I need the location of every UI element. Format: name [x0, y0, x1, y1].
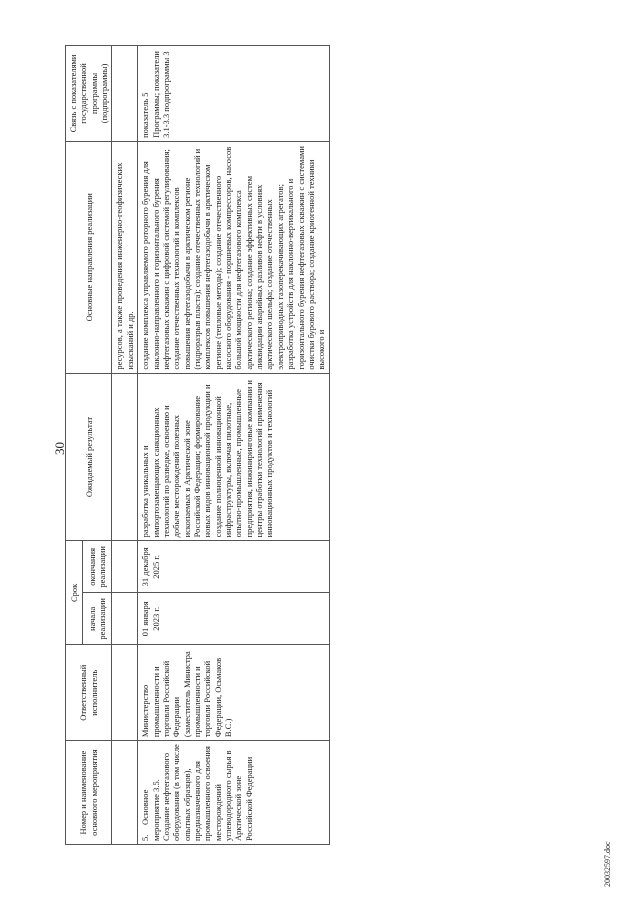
- continuation-row: [112, 46, 138, 845]
- start-date: 01 января 2023 г.: [138, 593, 329, 645]
- activity-name: Основное мероприятие 3.5. Создание нефтегазового оборудования (в том числе опытных образцов), предназначенного для промышленного освоения месторождений углеводородного сырья в Арктической зоне Российской Федерации: [140, 744, 254, 841]
- header-activity: Номер и наименование основного мероприятия: [66, 741, 112, 845]
- activities-table: [65, 45, 330, 845]
- header-indicators: Связь с показателями государственной программы (подпрограммы): [66, 46, 112, 142]
- footer-code: 20032597.doc: [603, 841, 612, 887]
- indicators-cell: показатель 5 Программы; показатели 3.1-3.3 подпрограммы 3: [138, 46, 329, 142]
- header-result: Ожидаемый результат: [66, 373, 112, 541]
- end-date: 31 декабря 2025 г.: [138, 541, 329, 593]
- header-executor: Ответственный исполнитель: [66, 645, 112, 741]
- executor-cell: Министерство промышленности и торговли Российской Федерации (заместитель Министра промышленности и торговли Российской Федерации, Осьмаков В.С.): [138, 645, 329, 741]
- row-number: 5.: [140, 834, 151, 841]
- header-row: [66, 46, 83, 845]
- activity-cell: [138, 741, 329, 845]
- table-row: [138, 46, 329, 845]
- page-number: 30: [52, 442, 67, 455]
- header-directions: Основные направления реализации: [66, 141, 112, 373]
- expected-result: разработка уникальных и импортозамещающих санкционных технологий по разведке, освоению и добыче месторождений полезных ископаемых в Арктической зоне Российской Федерации; формирование новых видов инновационной продукции и создание полноценной инновационной инфраструктуры, включая пилотные, опытно-промышленные, промышленные предприятия, инжиниринговые компании и центры отработки технологий применения инновационных продуктов и технологий: [138, 373, 329, 541]
- header-term-start: начала реализации: [83, 593, 112, 645]
- header-term-end: окончания реализации: [83, 541, 112, 593]
- continuation-text: ресурсов, а также проведения инженерно-геофизических изысканий и др.: [112, 141, 138, 373]
- directions-cell: создание комплекса управляемого роторного бурения для наклонно-направленного и горизонтального бурения нефтегазовых скважин с цифровой системой регулирования; создание отечественных технологий и комплексов повышения нефтегазодобычи в арктическом регионе (гидроразрыв пласта); создание отечественных технологий и комплексов повышения нефтегазодобычи в арктическом регионе (тепловые методы); создание отечественного насосного оборудования - поршневых компрессоров, насосов большой мощности для нефтегазового комплекса арктического региона; создание эффективных систем ликвидации аварийных разливов нефти в условиях арктического шельфа; создание отечественных электроприводных газоперекачивающих агрегатов; разработка устройств для наклонно-вертикального и горизонтального бурения нефтегазовых скважин с системами очистки бурового раствора; создание криогенной техники высокого и: [138, 141, 329, 373]
- header-term: Срок: [66, 541, 83, 645]
